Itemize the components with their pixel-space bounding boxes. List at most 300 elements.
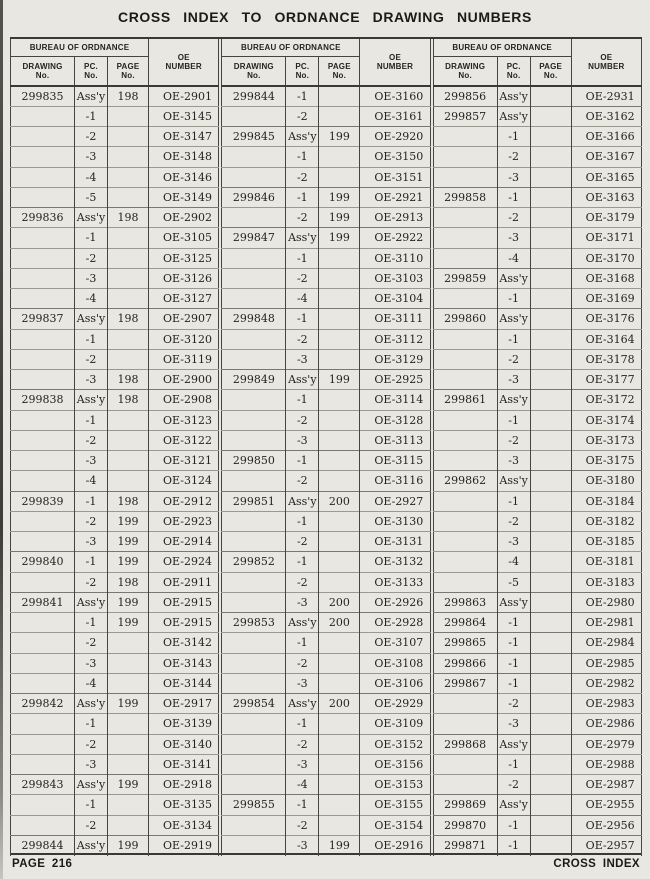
page-no-cell: 198 (108, 390, 149, 410)
pc-no-cell: -2 (286, 532, 319, 552)
table-row (222, 532, 430, 552)
page-no-cell (319, 572, 360, 592)
page-no-cell (530, 86, 571, 106)
oe-number-cell: OE-3122 (149, 430, 219, 450)
oe-number-cell: OE-2911 (149, 572, 219, 592)
page-no-cell: 199 (319, 370, 360, 390)
page-no-cell (319, 714, 360, 734)
page-no-cell: 198 (108, 491, 149, 511)
oe-number-cell: OE-3171 (571, 228, 641, 248)
table-row (222, 187, 430, 207)
page-no-cell: 199 (108, 592, 149, 612)
page-no-cell (530, 390, 571, 410)
drawing-no-cell (433, 228, 497, 248)
oe-number-cell: OE-3169 (571, 289, 641, 309)
drawing-no-cell (433, 208, 497, 228)
page-no-cell (530, 552, 571, 572)
table-row (11, 329, 219, 349)
oe-number-cell: OE-3155 (360, 795, 430, 815)
table-section-right (433, 39, 642, 853)
drawing-no-cell (222, 248, 286, 268)
page-no-cell (319, 248, 360, 268)
page-no-cell: 199 (108, 835, 149, 855)
table-row (433, 268, 641, 288)
pc-no-cell: -1 (286, 633, 319, 653)
drawing-no-cell (222, 167, 286, 187)
pc-no-cell: -1 (286, 714, 319, 734)
oe-number-cell: OE-2913 (360, 208, 430, 228)
drawing-no-cell: 299862 (433, 471, 497, 491)
drawing-no-cell (433, 572, 497, 592)
page-no-cell (108, 248, 149, 268)
oe-number-cell: OE-2915 (149, 592, 219, 612)
pc-no-cell: -3 (497, 451, 530, 471)
pc-no-cell: -1 (286, 390, 319, 410)
pc-no-cell: Ass'y (497, 795, 530, 815)
drawing-no-cell (11, 653, 75, 673)
table-row (433, 451, 641, 471)
pc-no-cell: -3 (75, 370, 108, 390)
page-no-cell (108, 289, 149, 309)
page-no-cell (319, 390, 360, 410)
page-no-cell (530, 613, 571, 633)
oe-number-cell: OE-3142 (149, 633, 219, 653)
oe-number-cell: OE-3146 (149, 167, 219, 187)
oe-number-cell: OE-3177 (571, 370, 641, 390)
table-row (222, 309, 430, 329)
page-no-cell (530, 572, 571, 592)
drawing-no-cell: 299835 (11, 86, 75, 106)
pc-no-cell: -1 (497, 835, 530, 855)
drawing-no-cell: 299841 (11, 592, 75, 612)
page-no-cell (530, 248, 571, 268)
table-row (11, 228, 219, 248)
oe-number-cell: OE-3181 (571, 552, 641, 572)
oe-number-cell: OE-2980 (571, 592, 641, 612)
table-row (11, 471, 219, 491)
page-no-cell (319, 451, 360, 471)
table-row (11, 309, 219, 329)
oe-number-cell: OE-3104 (360, 289, 430, 309)
oe-number-cell: OE-3124 (149, 471, 219, 491)
drawing-no-cell: 299839 (11, 491, 75, 511)
pc-no-cell: -2 (75, 572, 108, 592)
oe-number-cell: OE-2983 (571, 694, 641, 714)
table-row (433, 815, 641, 835)
footer-index-label: CROSS INDEX (553, 858, 640, 870)
page-no-cell (319, 268, 360, 288)
page-no-cell (319, 430, 360, 450)
page-no-cell (530, 734, 571, 754)
page-no-cell: 199 (108, 511, 149, 531)
drawing-no-cell: 299845 (222, 127, 286, 147)
pc-no-cell: -1 (286, 86, 319, 106)
page-no-cell (319, 471, 360, 491)
page-no-cell (530, 370, 571, 390)
pc-no-cell: -2 (75, 511, 108, 531)
drawing-no-cell (433, 410, 497, 430)
drawing-no-cell (433, 349, 497, 369)
oe-number-cell: OE-2915 (149, 613, 219, 633)
table-row (433, 370, 641, 390)
oe-number-cell: OE-3152 (360, 734, 430, 754)
drawing-no-cell: 299865 (433, 633, 497, 653)
pc-no-cell: -3 (286, 592, 319, 612)
pc-no-cell: -5 (497, 572, 530, 592)
drawing-no-cell (222, 835, 286, 855)
drawing-no-cell (11, 511, 75, 531)
page-no-cell (319, 633, 360, 653)
table-row (11, 694, 219, 714)
pc-no-cell: -2 (497, 430, 530, 450)
table-row (11, 633, 219, 653)
pc-no-cell: -3 (497, 370, 530, 390)
drawing-no-cell: 299843 (11, 775, 75, 795)
pc-no-cell: -1 (497, 329, 530, 349)
oe-number-cell: OE-3131 (360, 532, 430, 552)
table-row (222, 572, 430, 592)
table-row (11, 714, 219, 734)
page-no-cell (530, 228, 571, 248)
drawing-no-cell: 299866 (433, 653, 497, 673)
oe-number-cell: OE-2981 (571, 613, 641, 633)
drawing-no-cell (222, 106, 286, 126)
oe-number-cell: OE-3161 (360, 106, 430, 126)
pc-no-cell: -3 (286, 754, 319, 774)
page-no-cell (530, 329, 571, 349)
pc-no-cell: Ass'y (75, 309, 108, 329)
table-row (433, 329, 641, 349)
page-no-cell (319, 795, 360, 815)
page-no-cell: 199 (108, 552, 149, 572)
pc-no-cell: Ass'y (75, 694, 108, 714)
drawing-no-cell (433, 430, 497, 450)
table-row (222, 491, 430, 511)
drawing-no-cell (433, 714, 497, 734)
table-row (222, 167, 430, 187)
page-no-header: PAGE No. (319, 56, 360, 86)
pc-no-cell: Ass'y (75, 208, 108, 228)
drawing-no-cell (222, 653, 286, 673)
drawing-no-cell (11, 410, 75, 430)
table-row (222, 613, 430, 633)
page-no-cell (530, 835, 571, 855)
drawing-no-cell (222, 815, 286, 835)
oe-number-cell: OE-3182 (571, 511, 641, 531)
drawing-no-cell: 299864 (433, 613, 497, 633)
table-row (433, 228, 641, 248)
oe-number-cell: OE-3141 (149, 754, 219, 774)
page-no-cell (108, 653, 149, 673)
oe-number-cell: OE-2928 (360, 613, 430, 633)
page-no-cell: 200 (319, 694, 360, 714)
pc-no-cell: -2 (286, 734, 319, 754)
drawing-no-cell (222, 775, 286, 795)
oe-number-cell: OE-3184 (571, 491, 641, 511)
table-row (433, 552, 641, 572)
pc-no-cell: -3 (497, 167, 530, 187)
page-no-cell (319, 511, 360, 531)
table-row (11, 592, 219, 612)
table-row (222, 248, 430, 268)
table-row (222, 370, 430, 390)
page-no-cell (530, 106, 571, 126)
table-row (11, 208, 219, 228)
drawing-no-cell: 299836 (11, 208, 75, 228)
oe-number-cell: OE-3163 (571, 187, 641, 207)
oe-number-cell: OE-3150 (360, 147, 430, 167)
oe-number-header: OE NUMBER (149, 39, 219, 86)
drawing-no-cell (433, 370, 497, 390)
drawing-no-cell: 299867 (433, 673, 497, 693)
page-no-cell: 199 (319, 835, 360, 855)
table-row (11, 390, 219, 410)
table-row (11, 775, 219, 795)
table-row (11, 187, 219, 207)
page-no-cell (108, 633, 149, 653)
table-row (11, 491, 219, 511)
pc-no-cell: -1 (75, 410, 108, 430)
table-row (433, 653, 641, 673)
oe-number-cell: OE-3135 (149, 795, 219, 815)
oe-number-cell: OE-3115 (360, 451, 430, 471)
pc-no-cell: Ass'y (75, 592, 108, 612)
table-row (433, 633, 641, 653)
page-no-cell (530, 775, 571, 795)
drawing-no-cell (433, 694, 497, 714)
ordnance-index-table (433, 39, 642, 856)
pc-no-cell: Ass'y (286, 694, 319, 714)
drawing-no-cell (11, 167, 75, 187)
pc-no-cell: -1 (75, 228, 108, 248)
table-row (222, 795, 430, 815)
pc-no-cell: -1 (286, 511, 319, 531)
table-row (222, 815, 430, 835)
table-row (222, 754, 430, 774)
drawing-no-cell: 299860 (433, 309, 497, 329)
drawing-no-cell (11, 329, 75, 349)
pc-no-cell: Ass'y (286, 370, 319, 390)
oe-number-cell: OE-3129 (360, 349, 430, 369)
pc-no-cell: -3 (286, 835, 319, 855)
page-no-cell (319, 106, 360, 126)
oe-number-cell: OE-3139 (149, 714, 219, 734)
table-section-middle (221, 39, 430, 853)
table-row (222, 694, 430, 714)
pc-no-cell: Ass'y (286, 127, 319, 147)
drawing-no-cell (222, 208, 286, 228)
table-row (433, 187, 641, 207)
pc-no-cell: -3 (286, 673, 319, 693)
drawing-no-cell (11, 349, 75, 369)
oe-number-cell: OE-3154 (360, 815, 430, 835)
oe-number-header: OE NUMBER (360, 39, 430, 86)
page-no-cell: 199 (108, 613, 149, 633)
oe-number-cell: OE-3147 (149, 127, 219, 147)
page-no-cell (319, 167, 360, 187)
drawing-no-cell (11, 471, 75, 491)
drawing-no-cell (222, 430, 286, 450)
drawing-no-cell (11, 633, 75, 653)
drawing-no-cell (222, 268, 286, 288)
table-row (222, 633, 430, 653)
drawing-no-cell: 299848 (222, 309, 286, 329)
drawing-no-cell: 299871 (433, 835, 497, 855)
oe-number-cell: OE-3140 (149, 734, 219, 754)
oe-number-cell: OE-3144 (149, 673, 219, 693)
table-row (222, 410, 430, 430)
pc-no-cell: -2 (497, 208, 530, 228)
drawing-no-cell (433, 552, 497, 572)
table-row (222, 228, 430, 248)
bureau-of-ordnance-header: BUREAU OF ORDNANCE (222, 39, 360, 56)
page-no-cell: 199 (319, 208, 360, 228)
table-row (433, 714, 641, 734)
page-no-cell (108, 734, 149, 754)
pc-no-cell: -2 (497, 775, 530, 795)
table-row (11, 430, 219, 450)
drawing-no-cell: 299844 (11, 835, 75, 855)
pc-no-cell: -1 (75, 491, 108, 511)
drawing-no-cell (11, 613, 75, 633)
oe-number-cell: OE-3148 (149, 147, 219, 167)
table-row (11, 552, 219, 572)
pc-no-cell: Ass'y (497, 106, 530, 126)
oe-number-cell: OE-3114 (360, 390, 430, 410)
table-row (433, 430, 641, 450)
pc-no-cell: -4 (497, 248, 530, 268)
pc-no-cell: -1 (286, 147, 319, 167)
table-row (222, 471, 430, 491)
oe-number-cell: OE-2988 (571, 754, 641, 774)
oe-number-cell: OE-3151 (360, 167, 430, 187)
table-row (222, 86, 430, 106)
oe-number-cell: OE-3107 (360, 633, 430, 653)
page-no-cell (319, 532, 360, 552)
drawing-no-cell (11, 228, 75, 248)
page-no-cell (319, 552, 360, 572)
pc-no-cell: Ass'y (286, 228, 319, 248)
pc-no-cell: -3 (497, 228, 530, 248)
drawing-no-cell (11, 815, 75, 835)
oe-number-cell: OE-2985 (571, 653, 641, 673)
pc-no-cell: -2 (286, 410, 319, 430)
pc-no-cell: -2 (286, 653, 319, 673)
drawing-no-cell (433, 532, 497, 552)
table-row (11, 289, 219, 309)
oe-number-cell: OE-2919 (149, 835, 219, 855)
pc-no-cell: -4 (286, 775, 319, 795)
drawing-no-cell (433, 451, 497, 471)
page-no-cell (530, 795, 571, 815)
pc-no-cell: -3 (75, 147, 108, 167)
table-row (11, 673, 219, 693)
oe-number-cell: OE-3127 (149, 289, 219, 309)
table-row (222, 673, 430, 693)
page-no-cell (319, 673, 360, 693)
oe-number-cell: OE-3120 (149, 329, 219, 349)
table-row (222, 289, 430, 309)
pc-no-cell: Ass'y (497, 86, 530, 106)
table-row (11, 795, 219, 815)
page-no-cell (530, 714, 571, 734)
drawing-no-cell (222, 673, 286, 693)
table-row (222, 106, 430, 126)
pc-no-cell: -1 (75, 329, 108, 349)
page-no-cell (530, 673, 571, 693)
table-row (11, 167, 219, 187)
pc-no-cell: -2 (286, 572, 319, 592)
page-no-cell (108, 815, 149, 835)
pc-no-cell: -2 (286, 329, 319, 349)
table-row (222, 208, 430, 228)
oe-number-cell: OE-3173 (571, 430, 641, 450)
pc-no-cell: -1 (286, 248, 319, 268)
page-no-cell (108, 754, 149, 774)
table-row (222, 127, 430, 147)
drawing-no-cell: 299868 (433, 734, 497, 754)
drawing-no-cell (11, 714, 75, 734)
table-row (433, 511, 641, 531)
pc-no-cell: -1 (497, 653, 530, 673)
drawing-no-cell (11, 430, 75, 450)
page-no-cell (319, 653, 360, 673)
oe-number-cell: OE-2924 (149, 552, 219, 572)
table-row (11, 86, 219, 106)
page-no-cell: 198 (108, 86, 149, 106)
oe-number-cell: OE-2987 (571, 775, 641, 795)
oe-number-cell: OE-3178 (571, 349, 641, 369)
table-row (222, 775, 430, 795)
pc-no-cell: -1 (286, 309, 319, 329)
pc-no-cell: -2 (75, 248, 108, 268)
page-no-cell (530, 410, 571, 430)
table-row (222, 390, 430, 410)
table-row (433, 532, 641, 552)
page-no-cell (530, 592, 571, 612)
pc-no-cell: -2 (497, 511, 530, 531)
drawing-no-cell (11, 127, 75, 147)
pc-no-cell: -3 (75, 268, 108, 288)
table-row (433, 673, 641, 693)
page-no-cell: 199 (319, 127, 360, 147)
table-row (433, 613, 641, 633)
table-row (433, 471, 641, 491)
table-row (11, 532, 219, 552)
table-row (222, 147, 430, 167)
page-no-cell: 199 (108, 775, 149, 795)
table-row (433, 754, 641, 774)
table-row (433, 289, 641, 309)
drawing-no-cell (222, 734, 286, 754)
oe-number-cell: OE-2957 (571, 835, 641, 855)
oe-number-cell: OE-2923 (149, 511, 219, 531)
drawing-no-cell: 299844 (222, 86, 286, 106)
drawing-no-cell: 299859 (433, 268, 497, 288)
table-row (222, 653, 430, 673)
page-no-cell (108, 471, 149, 491)
oe-number-cell: OE-3180 (571, 471, 641, 491)
drawing-no-cell (222, 532, 286, 552)
pc-no-cell: -3 (497, 714, 530, 734)
pc-no-header: PC. No. (75, 56, 108, 86)
oe-number-cell: OE-2902 (149, 208, 219, 228)
drawing-no-header: DRAWING No. (433, 56, 497, 86)
oe-number-cell: OE-2931 (571, 86, 641, 106)
pc-no-cell: -4 (75, 471, 108, 491)
pc-no-cell: -4 (75, 289, 108, 309)
pc-no-cell: -2 (75, 430, 108, 450)
